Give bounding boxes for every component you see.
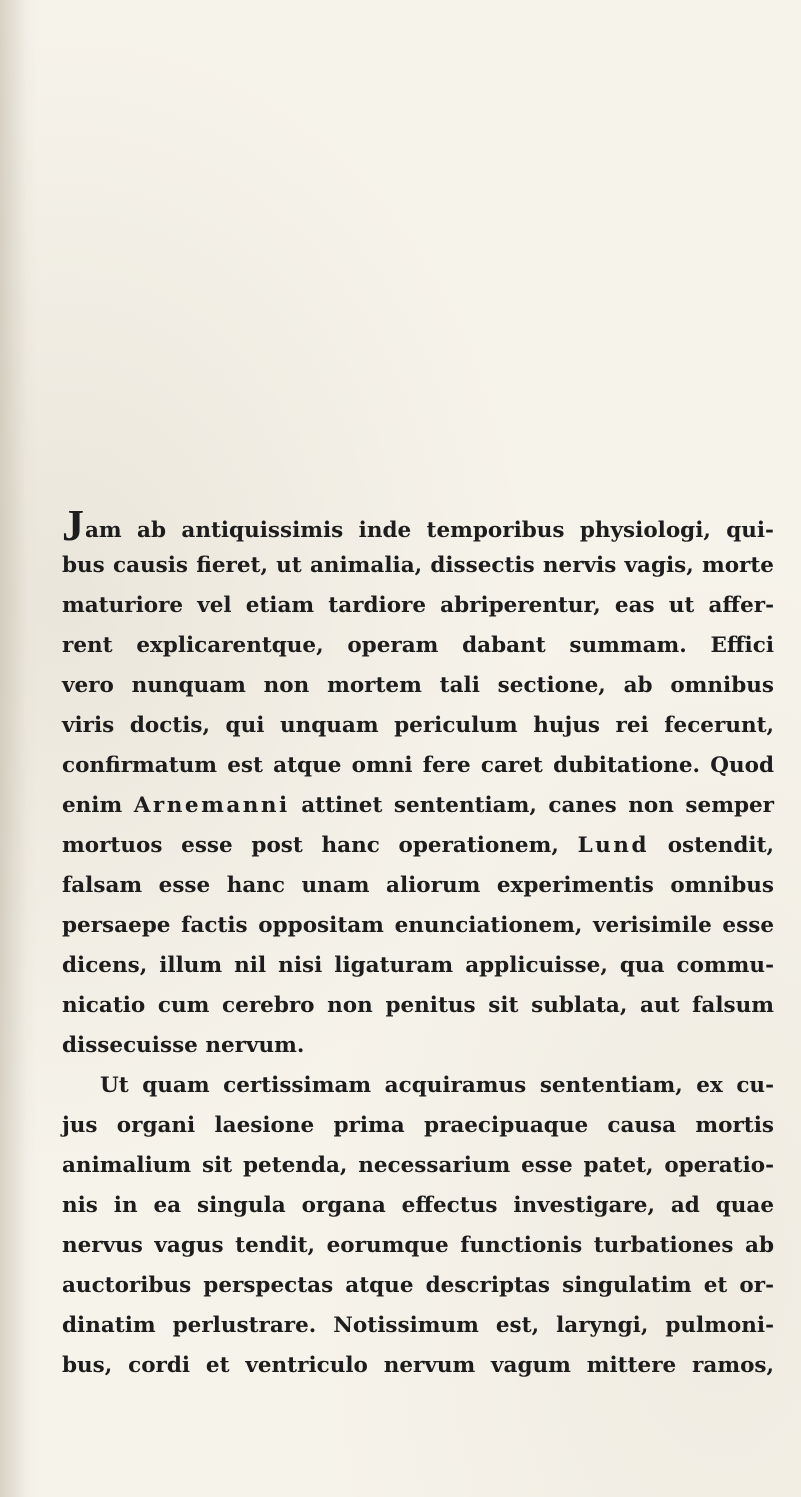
line-text: am ab antiquissimis inde temporibus physiologi, qui-	[85, 518, 774, 543]
text-line	[62, 1026, 774, 1066]
author-name: Arnemanni	[133, 793, 290, 818]
text-line	[62, 1266, 774, 1306]
line-text: viris doctis, qui unquam periculum hujus rei fecerunt,	[62, 713, 774, 738]
line-text: attinet sententiam, canes non semper	[289, 793, 774, 818]
text-line	[62, 501, 774, 550]
initial-letter: J	[62, 501, 84, 550]
line-text: falsam esse hanc unam aliorum experimentis omnibus	[62, 873, 774, 898]
line-text: nis in ea singula organa effectus investigare, ad quae	[62, 1193, 774, 1218]
text-line	[62, 1186, 774, 1226]
text-line	[62, 706, 774, 746]
text-line	[62, 746, 774, 786]
text-line	[62, 906, 774, 946]
line-text: rent explicarentque, operam dabant summam. Effici	[62, 633, 774, 658]
text-line	[62, 1066, 774, 1106]
text-line	[62, 1346, 774, 1386]
line-text: mortuos esse post hanc operationem,	[62, 833, 578, 858]
text-line	[62, 946, 774, 986]
text-line	[62, 866, 774, 906]
text-line	[62, 1106, 774, 1146]
line-text: enim	[62, 793, 134, 818]
line-text: persaepe factis oppositam enunciationem, verisimile esse	[62, 913, 774, 938]
line-text: jus organi laesione prima praecipuaque causa mortis	[62, 1113, 774, 1138]
page-binding-shadow	[0, 0, 38, 1497]
line-text: Ut quam certissimam acquiramus sententiam, ex cu-	[100, 1073, 774, 1098]
text-line	[62, 586, 774, 626]
text-line	[62, 786, 774, 826]
text-line	[62, 546, 774, 586]
line-text: dissecuisse nervum.	[62, 1033, 305, 1058]
line-text: nicatio cum cerebro non penitus sit sublata, aut falsum	[62, 993, 774, 1018]
line-text: bus, cordi et ventriculo nervum vagum mittere ramos,	[62, 1353, 774, 1378]
line-text: dicens, illum nil nisi ligaturam applicuisse, qua commu-	[62, 953, 774, 978]
body-text	[62, 501, 775, 1386]
line-text: vero nunquam non mortem tali sectione, ab omnibus	[62, 673, 774, 698]
text-line	[62, 1226, 774, 1266]
line-text: dinatim perlustrare. Notissimum est, laryngi, pulmoni-	[62, 1313, 774, 1338]
line-text: bus causis fieret, ut animalia, dissectis nervis vagis, morte	[62, 553, 774, 578]
line-text: confirmatum est atque omni fere caret dubitatione. Quod	[62, 753, 774, 778]
line-text: auctoribus perspectas atque descriptas singulatim et or-	[62, 1273, 774, 1298]
text-line	[62, 666, 774, 706]
text-line	[62, 826, 774, 866]
text-line	[62, 986, 774, 1026]
text-line	[62, 626, 774, 666]
line-text: ostendit,	[648, 833, 775, 858]
author-name: Lund	[577, 833, 649, 858]
text-line	[62, 1146, 774, 1186]
line-text: nervus vagus tendit, eorumque functionis turbationes ab	[62, 1233, 774, 1258]
line-text: maturiore vel etiam tardiore abriperentur, eas ut affer-	[62, 593, 774, 618]
text-line	[62, 1306, 774, 1346]
line-text: animalium sit petenda, necessarium esse patet, operatio-	[62, 1153, 774, 1178]
